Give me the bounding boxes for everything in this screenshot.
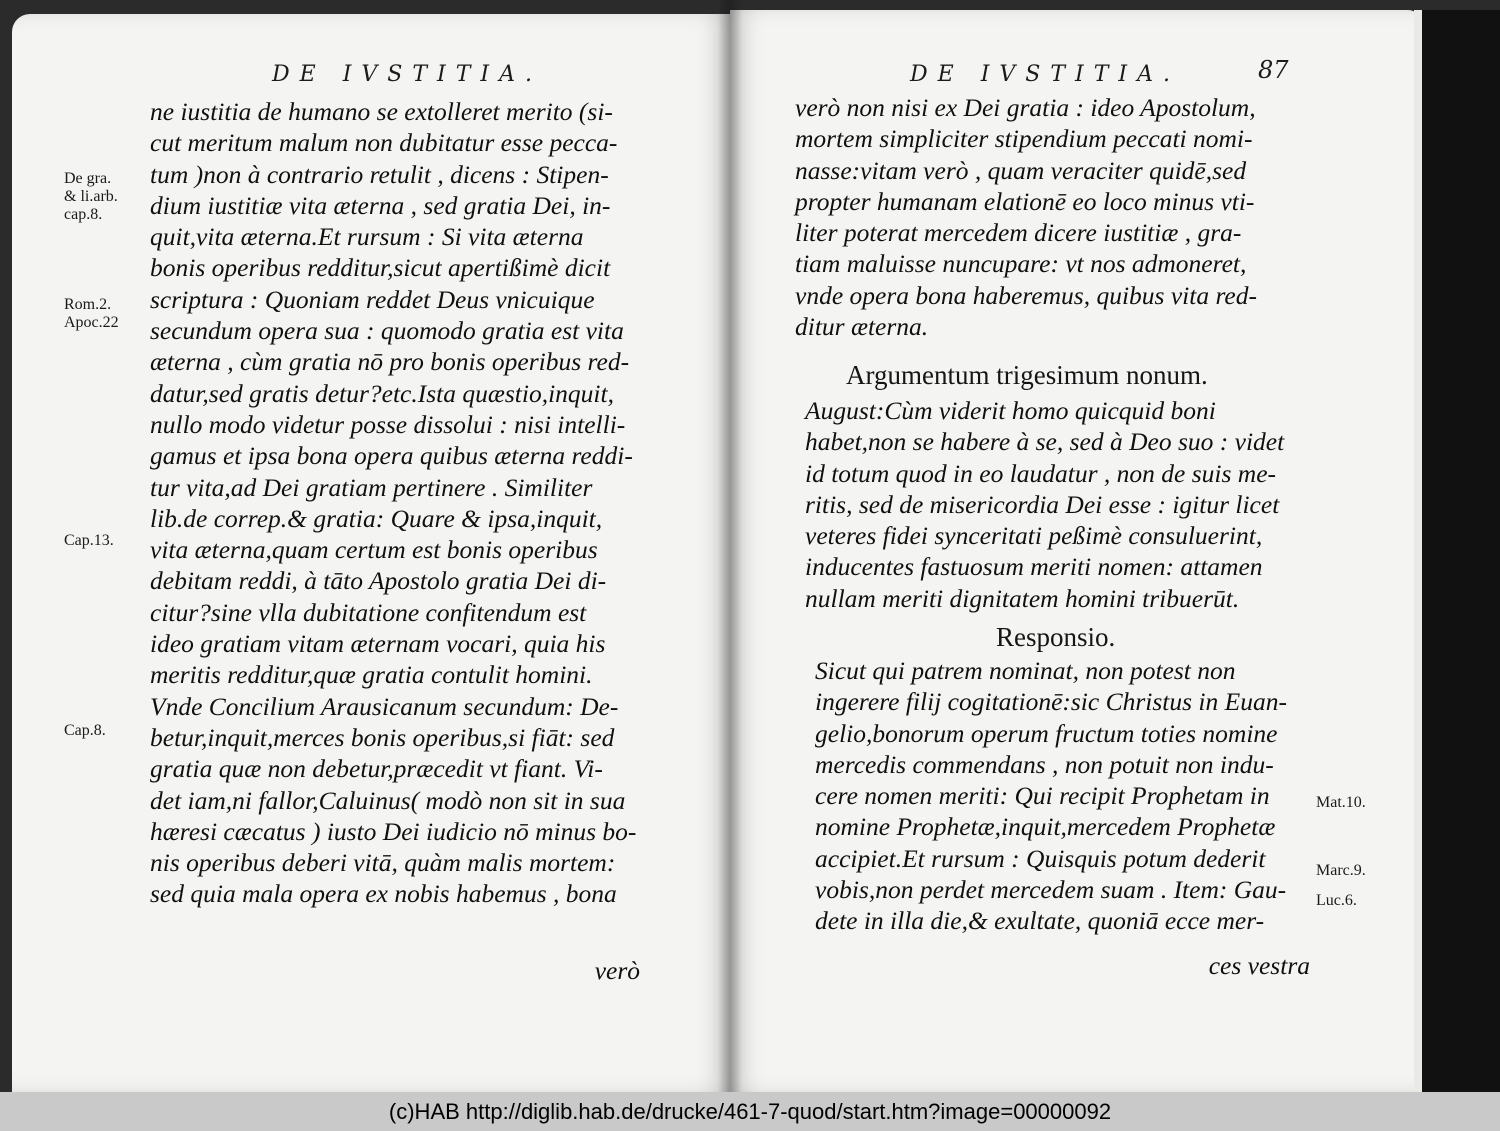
text-line: tur vita,ad Dei gratiam pertinere . Similiter — [150, 472, 593, 502]
right-running-header: DE IVSTITIA. — [910, 62, 1180, 87]
text-line: ideo gratiam vitam æternam vocari, quia his — [150, 629, 606, 659]
text-line: accipiet.Et rursum : Quisquis potum dederit — [815, 843, 1266, 873]
text-line: propter humanam elationē eo loco minus vti- — [795, 186, 1255, 216]
text-line: bonis operibus redditur,sicut apertißimè dicit — [150, 253, 611, 283]
text-line: verò non nisi ex Dei gratia : ideo Apostolum, — [795, 93, 1256, 122]
text-line: August:Cùm viderit homo quicquid boni — [805, 396, 1216, 425]
text-line: ditur æterna. — [795, 312, 929, 342]
text-line: debitam reddi, à tāto Apostolo gratia Dei di- — [150, 566, 607, 596]
text-line: veteres fidei synceritati peßimè consuluerint, — [805, 521, 1263, 551]
text-line: secundum opera sua : quomodo gratia est vita — [150, 316, 624, 346]
scan-edge — [1422, 10, 1500, 1092]
margin-note-de-gratia — [64, 170, 118, 224]
text-line: inducentes fastuosum meriti nomen: attamen — [805, 552, 1263, 582]
text-line: vita æterna,quam certum est bonis operibus — [150, 535, 598, 565]
text-line: sed quia mala opera ex nobis habemus , bona — [150, 879, 617, 909]
left-catchword: verò — [594, 956, 640, 985]
text-line: liter poterat mercedem dicere iustitiæ , gra- — [795, 218, 1242, 248]
text-line: vobis,non perdet mercedem suam . Item: Gau- — [815, 875, 1287, 905]
text-line: dete in illa die,& exultate, quoniā ecce mer- — [815, 906, 1265, 936]
text-line: dium iustitiæ vita æterna , sed gratia Dei, in- — [150, 190, 611, 220]
text-line: ingerere filij cogitationē:sic Christus in Euan- — [815, 687, 1287, 717]
text-line: gamus et ipsa bona opera quibus æterna reddi- — [150, 441, 633, 471]
text-line: tiam maluisse nuncupare: vt nos admoneret, — [795, 249, 1247, 279]
text-line: gelio,bonorum operum fructum toties nomine — [815, 718, 1278, 748]
text-line: habet,non se habere à se, sed à Deo suo : videt — [805, 427, 1285, 457]
text-line: hæresi cæcatus ) iusto Dei iudicio nō minus bo- — [150, 816, 637, 846]
copyright-url: (c)HAB http://diglib.hab.de/drucke/461-7-quod/start.htm?image=00000092 — [388, 1099, 1112, 1124]
text-line: lib.de correp.& gratia: Quare & ipsa,inquit, — [150, 503, 603, 533]
margin-note-line: Cap.13. — [64, 532, 114, 549]
margin-note-line: Rom.2. — [64, 296, 112, 313]
text-line: æterna , cùm gratia nō pro bonis operibus red- — [150, 347, 630, 377]
text-line: mercedis commendans , non potuit non indu- — [815, 749, 1274, 779]
text-line: quit,vita æterna.Et rursum : Si vita æterna — [150, 222, 584, 252]
margin-note-line: cap.8. — [64, 206, 103, 223]
text-line: nis operibus deberi vitā, quàm malis mortem: — [150, 848, 616, 878]
text-line: datur,sed gratis detur?etc.Ista quæstio,inquit, — [150, 378, 614, 408]
margin-note-line: & li.arb. — [64, 188, 118, 205]
text-line: nullam meriti dignitatem homini tribuerūt. — [805, 583, 1240, 613]
margin-note-line: De gra. — [64, 170, 112, 187]
right-page-body-bottom — [815, 655, 1287, 937]
text-line: gratia quæ non debetur,præcedit vt fiant. Vi- — [150, 754, 603, 784]
section-heading-responsio: Responsio. — [996, 622, 1116, 652]
text-line: cut meritum malum non dubitatur esse pecca- — [150, 128, 618, 158]
margin-note-line: Cap.8. — [64, 722, 106, 739]
right-page-body-top — [795, 92, 1257, 342]
text-line: id totum quod in eo laudatur , non de suis me- — [805, 458, 1277, 488]
text-line: Vnde Concilium Arausicanum secundum: De- — [150, 691, 619, 721]
right-page-body-mid — [805, 395, 1284, 614]
section-heading-argumentum: Argumentum trigesimum nonum. — [846, 360, 1208, 390]
text-line: Sicut qui patrem nominat, non potest non — [815, 656, 1236, 685]
text-line: betur,inquit,merces bonis operibus,si fiāt: sed — [150, 722, 615, 752]
text-line: nasse:vitam verò , quam veraciter quidē,sed — [795, 155, 1247, 185]
text-line: tum )non à contrario retulit , dicens : Stipen- — [150, 159, 609, 189]
text-line: meritis redditur,quæ gratia contulit homini. — [150, 660, 593, 690]
margin-note-line: Apoc.22 — [64, 314, 119, 331]
text-line: ne iustitia de humano se extolleret merito (si- — [150, 97, 613, 126]
margin-note-cap8 — [64, 722, 106, 740]
text-line: vnde opera bona haberemus, quibus vita red- — [795, 280, 1257, 310]
text-line: mortem simpliciter stipendium peccati nomi- — [795, 124, 1253, 154]
text-line: nomine Prophetæ,inquit,mercedem Prophetæ — [815, 812, 1276, 842]
book-gutter — [718, 0, 742, 1092]
text-line: ritis, sed de misericordia Dei esse : igitur licet — [805, 489, 1280, 519]
margin-note-rom — [64, 296, 119, 332]
margin-note-marc: Marc.9. — [1316, 862, 1366, 879]
right-catchword: ces vestra — [1208, 951, 1310, 980]
margin-note-mat: Mat.10. — [1316, 794, 1366, 811]
text-line: cere nomen meriti: Qui recipit Prophetam in — [815, 781, 1270, 811]
text-line: nullo modo videtur posse dissolui : nisi intelli- — [150, 409, 626, 439]
margin-note-luc: Luc.6. — [1316, 892, 1357, 909]
margin-note-cap13 — [64, 532, 114, 550]
left-page-body — [150, 96, 636, 910]
left-running-header: DE IVSTITIA. — [272, 62, 542, 87]
text-line: citur?sine vlla dubitatione confitendum est — [150, 597, 587, 627]
footer-bar — [0, 1092, 1500, 1131]
page-number: 87 — [1258, 56, 1289, 84]
text-line: scriptura : Quoniam reddet Deus vnicuique — [150, 284, 595, 314]
text-line: det iam,ni fallor,Caluinus( modò non sit in sua — [150, 785, 626, 815]
